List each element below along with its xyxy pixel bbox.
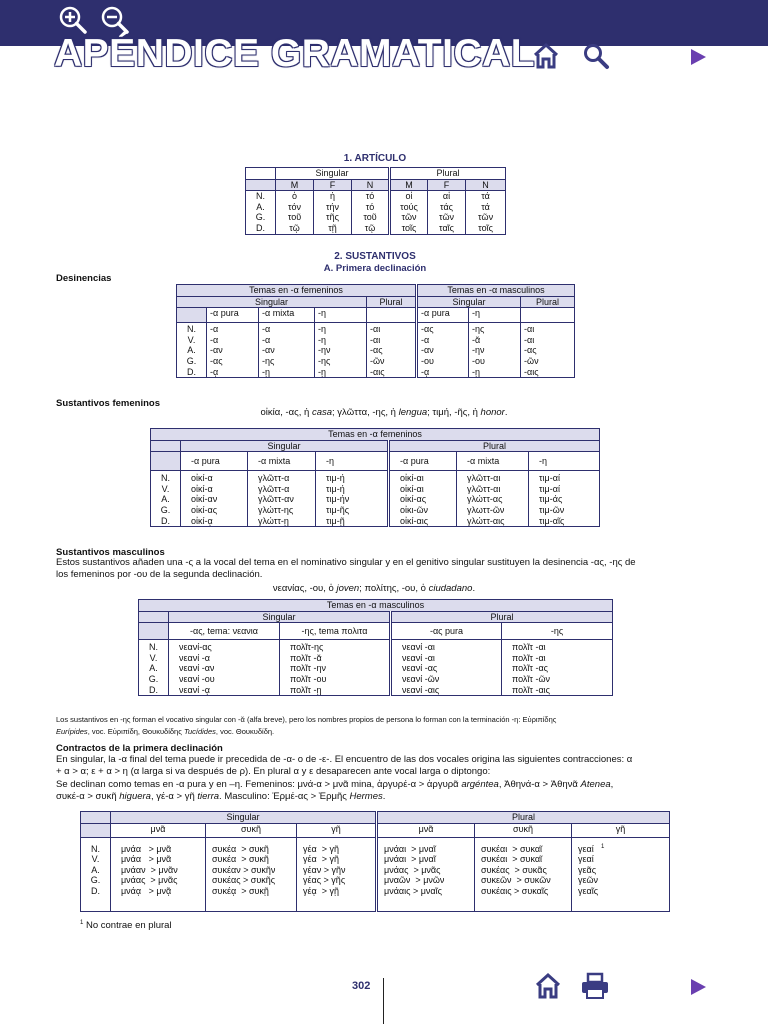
contractos-paragraph-2: + α > α; ε + α > η (α larga si va después de ρ). En plural α y ε desaparecen ante vocal larga o diptongo:: [56, 766, 491, 777]
table-cell: N. V. A. G. D.: [81, 837, 111, 911]
table-cell: -ας pura: [391, 623, 502, 640]
table-cell: G.: [246, 212, 276, 223]
table-cell: Singular: [111, 812, 377, 824]
table-cell: Plural: [521, 296, 575, 308]
next-arrow-icon[interactable]: [688, 977, 708, 997]
table-cell: συκέα > συκῆ συκέα > συκῆ συκέαν > συκῆν συκέας > συκῆς συκέᾳ > συκῇ: [206, 837, 297, 911]
table-cell: -ης -ᾰ -ην -ου -ῃ: [469, 323, 521, 378]
table-cell: οἰκί-α οἰκί-α οἰκί-αν οἰκί-ας οἰκί-ᾳ: [181, 471, 248, 527]
table-cell: F: [428, 179, 466, 191]
table-cell: [521, 308, 575, 323]
masculinos-label: Sustantivos masculinos: [56, 547, 165, 558]
contractos-label: Contractos de la primera declinación: [56, 743, 223, 754]
footer-divider: [383, 978, 384, 1024]
table-cell: Temas en -α femeninos: [151, 429, 600, 441]
contractos-paragraph-4: συκέ-α > συκῆ higuera, γέ-α > γῆ tierra. Masculino: Ἑρμέ-ας > Ἑρμῆς Hermes.: [56, 791, 386, 802]
table-cell: M: [276, 179, 314, 191]
table-cell: A.: [246, 202, 276, 213]
section-title-sustantivos: 2. SUSTANTIVOS: [334, 251, 416, 262]
table-cell: τῷ: [276, 223, 314, 234]
table-cell: [139, 623, 169, 640]
table-cell: Temas en -α masculinos: [139, 600, 613, 612]
table-cell: N. V. A. G. D.: [151, 471, 181, 527]
plural-header: Plural: [390, 168, 506, 180]
table-cell: N. V. A. G. D.: [139, 640, 169, 696]
contractos-table: [80, 811, 670, 912]
table-cell: τόν: [276, 202, 314, 213]
desinencias-label: Desinencias: [56, 273, 112, 284]
table-cell: [246, 168, 276, 180]
table-cell: τιμ-αί τιμ-αί τιμ-άς τιμ-ῶν τιμ-αῖς: [529, 471, 600, 527]
search-icon[interactable]: [582, 42, 610, 70]
table-cell: μνάαι > μναῖ μνάαι > μναῖ μνάας > μνᾶς μναῶν > μνῶν μνάαις > μναῖς: [377, 837, 475, 911]
table-cell: τά: [466, 202, 506, 213]
table-cell: οἱ: [390, 191, 428, 202]
table-cell: N. V. A. G. D.: [177, 323, 207, 378]
masculinos-paragraph-2: los femeninos por -ου de la segunda declinación.: [56, 569, 263, 580]
desinencias-table: [176, 284, 575, 378]
table-cell: Plural: [389, 440, 600, 452]
next-arrow-icon[interactable]: [688, 47, 708, 67]
table-cell: ἡ: [314, 191, 352, 202]
femeninos-examples: οἰκία, -ας, ἡ casa; γλῶττα, -ης, ἡ lengua; τιμή, -ῆς, ἡ honor.: [260, 407, 508, 418]
table-cell: -α pura: [207, 308, 259, 323]
table-cell: F: [314, 179, 352, 191]
masculinos-note-2: Eurípides, voc. Εὐριπίδη, Θουκυδίδης Tucídides, voc. Θουκυδίδη.: [56, 727, 275, 736]
printer-icon[interactable]: [580, 972, 610, 1000]
table-cell: τοῖς: [466, 223, 506, 234]
table-cell: τῶν: [466, 212, 506, 223]
table-cell: πολῖτ-ης πολῖτ -ᾰ πολῖτ -ην πολῖτ -ου πολῖτ -ῃ: [280, 640, 391, 696]
section-subtitle: A. Primera declinación: [323, 263, 427, 274]
table-cell: Plural: [377, 812, 670, 824]
home-icon[interactable]: [534, 972, 562, 1000]
table-cell: Temas en -α masculinos: [417, 285, 575, 297]
home-icon[interactable]: [532, 42, 560, 70]
table-cell: -α -α -αν -ης -ῃ: [259, 323, 315, 378]
table-cell: μνᾶ: [111, 823, 206, 837]
zoom-in-icon[interactable]: [58, 5, 88, 35]
table-cell: γῆ: [297, 823, 377, 837]
table-cell: τῶν: [390, 212, 428, 223]
page-title: APÉNDICE GRAMATICAL: [54, 32, 536, 75]
section-title-articulo: 1. ARTÍCULO: [343, 153, 407, 164]
masculinos-note-1: Los sustantivos en -ης forman el vocativo singular con -ᾰ (alfa breve), pero los nombres propios de persona lo forman con la terminación -η: Εὐριπίδης: [56, 715, 557, 724]
zoom-out-icon[interactable]: [100, 5, 130, 35]
table-cell: μνάα > μνᾶ μνάα > μνᾶ μνάαν > μνᾶν μνάας > μνᾶς μνάᾳ > μνᾷ: [111, 837, 206, 911]
contractos-paragraph-1: En singular, la -α final del tema puede ir precedida de -α- o de -ε-. El encuentro de las dos vocales origina las siguientes contracciones: α: [56, 754, 633, 765]
table-cell: τιμ-ή τιμ-ή τιμ-ήν τιμ-ῆς τιμ-ῇ: [316, 471, 389, 527]
table-cell: συκῆ: [206, 823, 297, 837]
table-cell: -ας, tema: νεανια: [169, 623, 280, 640]
table-cell: τοῦ: [352, 212, 390, 223]
table-cell: πολῖτ -αι πολῖτ -αι πολῖτ -ας πολῖτ -ῶν πολῖτ -αις: [502, 640, 613, 696]
table-cell: τῆς: [314, 212, 352, 223]
table-cell: Singular: [169, 611, 391, 623]
table-cell: Singular: [177, 296, 367, 308]
table-cell: τοῦ: [276, 212, 314, 223]
table-cell: [81, 823, 111, 837]
table-cell: -η: [529, 452, 600, 471]
table-cell: γλῶττ-αι γλῶττ-αι γλώττ-ας γλωττ-ῶν γλώττ-αις: [457, 471, 529, 527]
table-cell: τά: [466, 191, 506, 202]
footnote: $^1$ No contrae en plural: [80, 920, 172, 932]
table-cell: Singular: [181, 440, 389, 452]
table-cell: νεανί -αι νεανί -αι νεανί -ας νεανί -ῶν νεανί -αις: [391, 640, 502, 696]
table-cell: τῇ: [314, 223, 352, 234]
ge-plural-cell: γεαί γεαί γεᾶς γεῶν γεαῖς 1: [572, 837, 670, 911]
masculinos-paragraph-1: Estos sustantivos añaden una -ς a la vocal del tema en el nominativo singular y en el genitivo singular sustituyen la desinencia -ας, -ης de: [56, 557, 636, 568]
table-cell: γῆ: [572, 823, 670, 837]
table-cell: N.: [246, 191, 276, 202]
singular-header: Singular: [276, 168, 390, 180]
table-cell: -α mixta: [248, 452, 316, 471]
femeninos-label: Sustantivos femeninos: [56, 398, 160, 409]
table-cell: τό: [352, 191, 390, 202]
table-cell: -α pura: [417, 308, 469, 323]
table-cell: συκῆ: [475, 823, 572, 837]
table-cell: Temas en -α femeninos: [177, 285, 417, 297]
masculinos-examples: νεανίας, -ου, ὁ joven; πολίτης, -ου, ὁ ciudadano.: [272, 583, 476, 594]
table-cell: D.: [246, 223, 276, 234]
table-cell: τῶν: [428, 212, 466, 223]
table-cell: [151, 440, 181, 452]
table-cell: [246, 179, 276, 191]
table-cell: [367, 308, 417, 323]
table-cell: -ης: [502, 623, 613, 640]
table-cell: M: [390, 179, 428, 191]
table-cell: τήν: [314, 202, 352, 213]
table-cell: τάς: [428, 202, 466, 213]
table-cell: -α -α -αν -ας -ᾳ: [207, 323, 259, 378]
table-cell: -α pura: [389, 452, 457, 471]
table-cell: γέα > γῆ γέα > γῆ γέαν > γῆν γέας > γῆς γέᾳ > γῇ: [297, 837, 377, 911]
table-cell: τό: [352, 202, 390, 213]
table-cell: Singular: [417, 296, 521, 308]
table-cell: -α pura: [181, 452, 248, 471]
table-cell: N: [466, 179, 506, 191]
table-cell: -ης, tema πολιτα: [280, 623, 391, 640]
table-cell: -α mixta: [457, 452, 529, 471]
table-cell: Plural: [391, 611, 613, 623]
table-cell: -η: [315, 308, 367, 323]
page-number: 302: [352, 980, 371, 992]
table-cell: [151, 452, 181, 471]
contractos-paragraph-3: Se declinan como temas en -α pura y en –η. Femeninos: μνά-α > μνᾶ mina, ἀργυρέ-α > ἀργυρᾶ argéntea, Ἀθηνά-α > Ἀθηνᾶ Atenea,: [56, 779, 614, 790]
table-cell: οἰκί-αι οἰκί-αι οἰκί-ας οἰκι-ῶν οἰκί-αις: [389, 471, 457, 527]
table-cell: -α mixta: [259, 308, 315, 323]
table-cell: Plural: [367, 296, 417, 308]
table-cell: [177, 308, 207, 323]
table-cell: ὁ: [276, 191, 314, 202]
table-cell: -η -η -ην -ης -ῃ: [315, 323, 367, 378]
table-cell: τῷ: [352, 223, 390, 234]
articulo-table: [245, 167, 506, 235]
table-cell: νεανί-ας νεανί -α νεανί -αν νεανί -ου νεανί -ᾳ: [169, 640, 280, 696]
table-cell: N: [352, 179, 390, 191]
table-cell: [81, 812, 111, 824]
table-cell: -αι -αι -ας -ῶν -αις: [521, 323, 575, 378]
table-cell: -ας -α -αν -ου -ᾳ: [417, 323, 469, 378]
table-cell: -η: [316, 452, 389, 471]
table-cell: -αι -αι -ας -ῶν -αις: [367, 323, 417, 378]
table-cell: τούς: [390, 202, 428, 213]
table-cell: ταῖς: [428, 223, 466, 234]
table-cell: [139, 611, 169, 623]
table-cell: αἱ: [428, 191, 466, 202]
table-cell: γλῶττ-α γλῶττ-α γλῶττ-αν γλώττ-ης γλώττ-ῃ: [248, 471, 316, 527]
table-cell: τοῖς: [390, 223, 428, 234]
table-cell: -η: [469, 308, 521, 323]
table-cell: μνᾶ: [377, 823, 475, 837]
femeninos-table: [150, 428, 600, 527]
masculinos-table: [138, 599, 613, 696]
table-cell: συκέαι > συκαῖ συκέαι > συκαῖ συκέας > συκᾶς συκεῶν > συκῶν συκέαις > συκαῖς: [475, 837, 572, 911]
